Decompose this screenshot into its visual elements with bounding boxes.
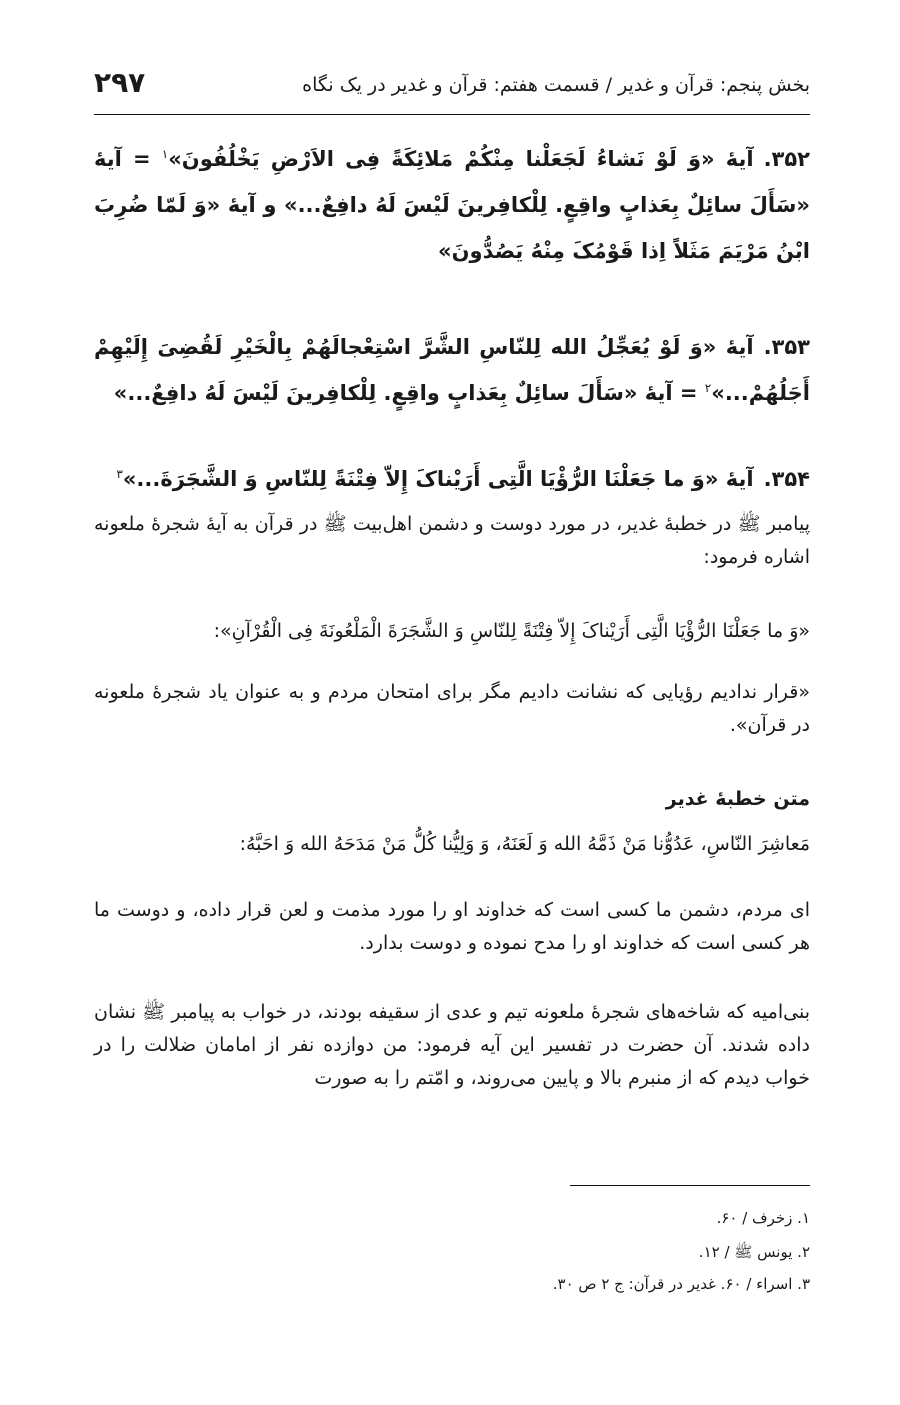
item-number: ۳۵۳. (763, 335, 810, 359)
item-text: = آیهٔ «سَأَلَ سائِلٌ بِعَذابٍ واقِعٍ. لِلْکافِرینَ لَیْسَ لَهُ دافِعٌ...» (113, 381, 698, 405)
sermon-quote: مَعاشِرَ النّاسِ، عَدُوُّنا مَنْ ذَمَّهُ الله وَ لَعَنَهُ، وَ وَلِیُّنا کُلُّ مَنْ مَدَحَهُ الله وَ احَبَّهُ: (239, 833, 810, 855)
running-head: بخش پنجم: قرآن و غدیر / قسمت هفتم: قرآن و غدیر در یک نگاه (302, 74, 810, 96)
section-heading: متن خطبهٔ غدیر (665, 788, 810, 810)
item-text: آیهٔ «وَ لَوْ یُعَجِّلُ الله لِلنّاسِ الشَّرَّ اسْتِعْجالَهُمْ بِالْخَیْرِ لَقُضِیَ إِلَیْهِمْ أَجَلُهُمْ...» (94, 335, 810, 405)
page-number: ۲۹۷ (94, 66, 146, 99)
header-rule (94, 114, 810, 115)
item-text: = آیهٔ «سَأَلَ سائِلٌ بِعَذابٍ واقِعٍ. لِلْکافِرینَ لَیْسَ لَهُ دافِعٌ...» و آیهٔ «وَ لَمّا ضُرِبَ ابْنُ مَرْیَمَ مَثَلاً اِذا قَوْمُکَ مِنْهُ یَصُدُّونَ» (94, 147, 810, 263)
paragraph: پیامبر ﷺ در خطبهٔ غدیر، در مورد دوست و دشمن اهل‌بیت ﷺ در قرآن به آیهٔ شجرهٔ ملعونه اشاره فرمود: (94, 513, 810, 568)
footnote-3: ۳. اسراء / ۶۰. غدیر در قرآن: ج ۲ ص ۳۰. (552, 1275, 810, 1293)
item-353 (94, 324, 810, 416)
item-354 (94, 456, 810, 502)
item-number: ۳۵۴. (763, 467, 810, 491)
footnote-ref: ۳ (116, 467, 123, 481)
footnote-ref: ۱ (161, 147, 169, 161)
footnote-1: ۱. زخرف / ۶۰. (716, 1209, 810, 1227)
item-number: ۳۵۲. (763, 147, 810, 171)
paragraph: بنی‌امیه که شاخه‌های شجرهٔ ملعونه تیم و عدی از سقیفه بودند، در خواب به پیامبر ﷺ نشان داده شدند. آن حضرت در تفسیر این آیه فرمود: من دوازده نفر از امامان ضلالت را در خواب دیدم که از منبرم بالا و پایین می‌روند، و امّتم را به صورت (94, 1001, 810, 1089)
item-text: آیهٔ «وَ لَوْ نَشاءُ لَجَعَلْنا مِنْکُمْ مَلائِکَةً فِی الاَرْضِ یَخْلُفُونَ» (168, 147, 754, 171)
footnote-2: ۲. یونس ﷺ / ۱۲. (698, 1243, 810, 1261)
footnote-rule (570, 1185, 810, 1186)
quran-quote: «وَ ما جَعَلْنَا الرُّؤْیَا الَّتِی أَرَیْناکَ إِلاّ فِتْنَةً لِلنّاسِ وَ الشَّجَرَةَ الْمَلْعُونَةَ فِی الْقُرْآنِ»: (213, 620, 810, 642)
footnote-ref: ۲ (704, 381, 712, 395)
paragraph: «قرار ندادیم رؤیایی که نشانت دادیم مگر برای امتحان مردم و به عنوان یاد شجرهٔ ملعونه در قرآن». (94, 681, 810, 736)
page-header (94, 66, 810, 108)
item-text: آیهٔ «وَ ما جَعَلْنَا الرُّؤْیَا الَّتِی أَرَیْناکَ إِلاّ فِتْنَةً لِلنّاسِ وَ الشَّجَرَةَ...» (122, 467, 754, 491)
item-352 (94, 136, 810, 274)
paragraph: ای مردم، دشمن ما کسی است که خداوند او را مورد مذمت و لعن قرار داده، و دوست ما هر کسی است که خداوند او را مدح نموده و دوست بدارد. (94, 899, 810, 954)
